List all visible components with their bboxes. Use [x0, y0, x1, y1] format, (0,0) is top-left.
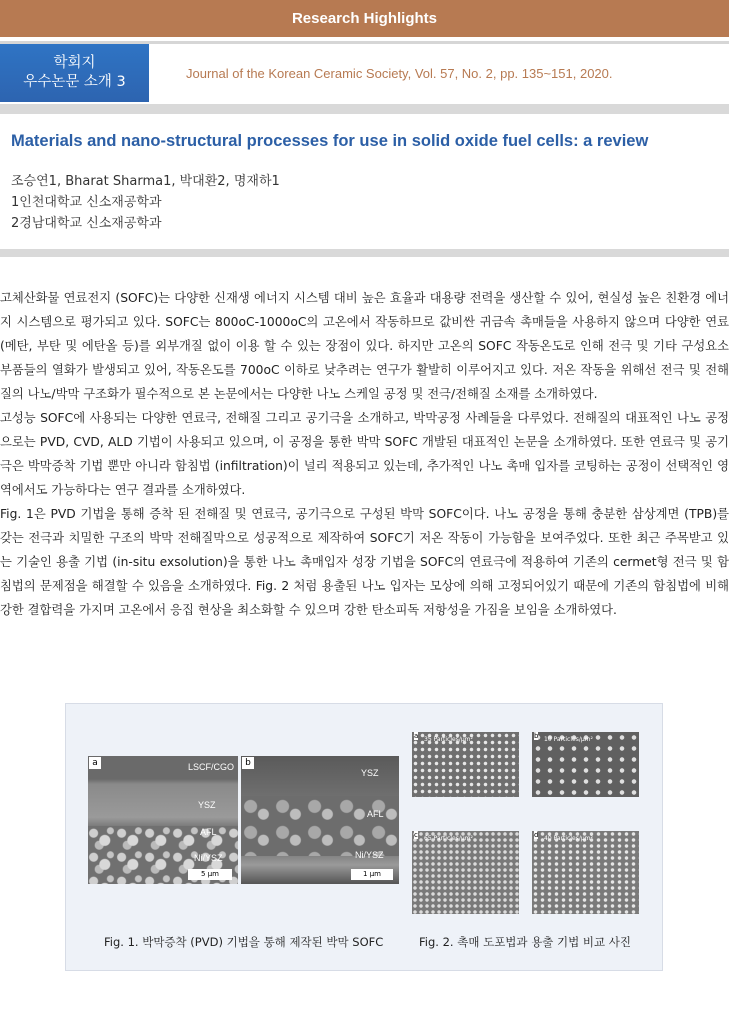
sem-image-fig2b [532, 732, 639, 797]
panel-label: b [534, 732, 539, 740]
figure-panel [65, 703, 663, 971]
layer-label: AFL [200, 827, 217, 837]
authors: 조승연1, Bharat Sharma1, 박대환2, 명재하1 [11, 174, 280, 189]
body-paragraph: 고성능 SOFC에 사용되는 다양한 연료극, 전해질 그리고 공기극을 소개하고, 박막공정 사례들을 다루었다. 전해질의 대표적인 나노 공정으로는 PVD, CVD, ALD 기법이 사용되고 있으며, 이 공정을 통한 박막 SOFC 개발된 대표적인 논문을 소개하였다. 또한 연료극 및 공기극은 박막증착 기법 뿐만 아니라 함침법 (infiltration)이 널리 적용되고 있는데, 추가적인 나노 촉매 입자를 코팅하는 공정이 선택적인 영역에서도 가능하다는 연구 결과를 소개하였다. [0, 411, 729, 497]
section-badge [0, 44, 149, 102]
sem-image-fig2a [412, 732, 519, 797]
panel-label: b [242, 757, 254, 769]
panel-label: d [534, 831, 539, 839]
divider [0, 249, 729, 257]
layer-label: Ni/YSZ [355, 850, 384, 860]
panel-label: c [414, 831, 418, 839]
particle-density: 65 Particles/μm² [424, 835, 473, 842]
layer-label: AFL [367, 809, 384, 819]
journal-reference: Journal of the Korean Ceramic Society, Vol. 57, No. 2, pp. 135~151, 2020. [186, 66, 613, 81]
badge-line-2: 우수논문 소개 3 [23, 74, 126, 90]
layer-label: Ni/YSZ [194, 853, 223, 863]
author-block [11, 171, 280, 234]
particle-density: 10 Particles/μm² [544, 736, 593, 743]
texture [241, 796, 399, 856]
affiliation-1: 1인천대학교 신소재공학과 [11, 195, 162, 210]
article-body [0, 286, 729, 622]
panel-label: a [414, 732, 419, 740]
body-paragraph: 고체산화물 연료전지 (SOFC)는 다양한 신재생 에너지 시스템 대비 높은 효율과 대용량 전력을 생산할 수 있어, 현실성 높은 친환경 에너지 시스템으로 평가되고 있다. SOFC는 800oC-1000oC의 고온에서 작동하므로 값비싼 귀금속 촉매들을 사용하지 않으며 다양한 연료 (메탄, 부탄 및 에탄올 등)를 외부개질 없이 이용 할 수 있는 장점이 있다. 하지만 고온의 SOFC 작동온도로 인해 전극 및 기타 구성요소 부품들의 열화가 발생되고 있어, 작동온도를 700oC 이하로 낮추려는 연구가 활발히 이루어지고 있다. 저온 작동을 위해선 전극 및 전해질의 나노/박막 구조화가 필수적으로 본 논문에서는 다양한 나노 스케일 공정 및 전극/전해질 소재를 소개하였다. [0, 291, 729, 401]
layer-label: YSZ [198, 800, 216, 810]
particle-density: 35 Particles/μm² [424, 736, 473, 743]
sem-image-fig2c [412, 831, 519, 914]
article-title: Materials and nano-structural processes for use in solid oxide fuel cells: a review [11, 132, 649, 150]
scale-bar: 5 μm [188, 869, 232, 880]
scale-bar: 1 μm [351, 869, 393, 880]
badge-line-1: 학회지 [53, 55, 96, 71]
panel-label: a [89, 757, 101, 769]
particle-density: 40 Particles/μm² [544, 835, 593, 842]
sem-image-fig1b [241, 756, 399, 884]
sem-image-fig1a [88, 756, 238, 884]
layer-label: LSCF/CGO [188, 762, 235, 772]
figure-1-caption: Fig. 1. 박막증착 (PVD) 기법을 통해 제작된 박막 SOFC [104, 935, 384, 949]
header-title: Research Highlights [291, 10, 438, 27]
sem-image-fig2d [532, 831, 639, 914]
layer-label: YSZ [361, 768, 379, 778]
body-paragraph: Fig. 1은 PVD 기법을 통해 증착 된 전해질 및 연료극, 공기극으로 구성된 박막 SOFC이다. 나노 공정을 통해 충분한 삼상계면 (TPB)를 갖는 전극과 치밀한 구조의 박막 전해질막으로 성공적으로 제작하여 SOFC기 저온 작동이 가능함을 보여주었다. 또한 최근 주목받고 있는 기술인 용출 기법 (in-situ exsolution)을 통한 나노 촉매입자 성장 기법을 SOFC의 연료극에 적용하여 기존의 cermet형 전극 및 함침법의 문제점을 해결할 수 있음을 소개하였다. Fig. 2 처럼 용출된 나노 입자는 모상에 의해 고정되어있기 때문에 기존의 함침법에 비해 강한 결합력을 가지며 고온에서 응집 현상을 최소화할 수 있으며 강한 탄소피독 저항성을 가짐을 보임을 소개하였다. [0, 507, 729, 617]
divider [0, 104, 729, 114]
figure-2-caption: Fig. 2. 촉매 도포법과 용출 기법 비교 사진 [419, 935, 632, 949]
affiliation-2: 2경남대학교 신소재공학과 [11, 216, 162, 231]
header-bar [0, 0, 729, 37]
